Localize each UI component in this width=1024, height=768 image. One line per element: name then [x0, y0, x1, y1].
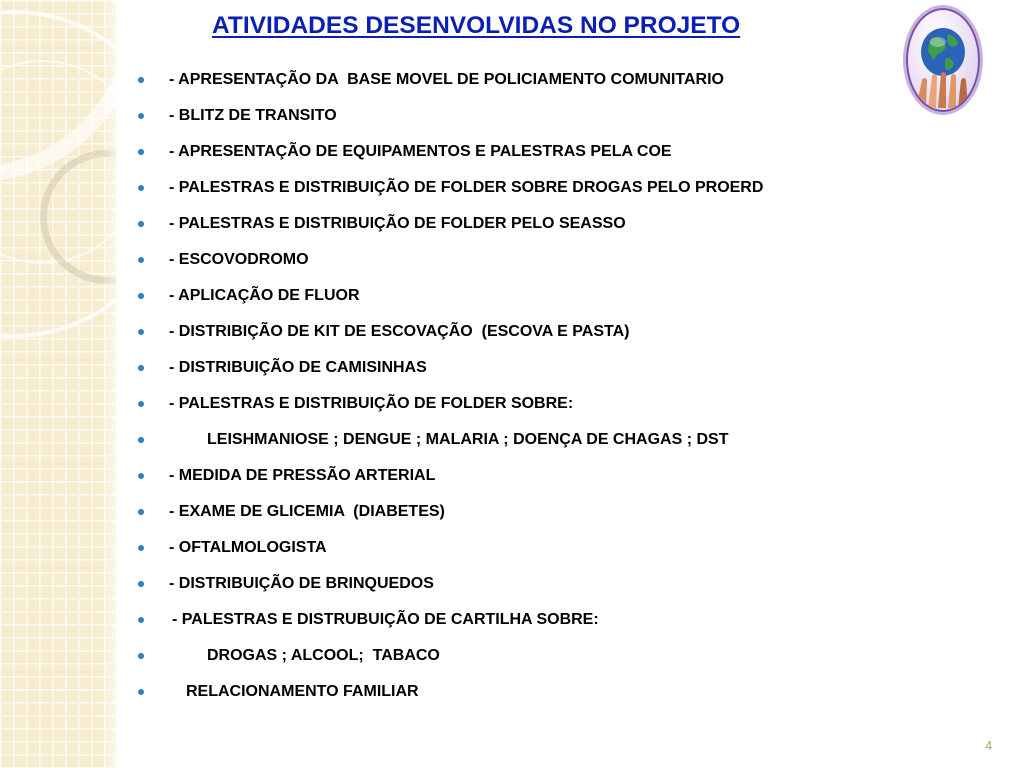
- list-item: - BLITZ DE TRANSITO: [138, 98, 998, 134]
- activity-list: [138, 62, 998, 710]
- bullet-icon: [138, 545, 144, 551]
- bullet-icon: [138, 329, 144, 335]
- list-item: LEISHMANIOSE ; DENGUE ; MALARIA ; DOENÇA DE CHAGAS ; DST: [138, 422, 998, 458]
- bullet-icon: [138, 401, 144, 407]
- bullet-icon: [138, 689, 144, 695]
- bullet-icon: [138, 365, 144, 371]
- list-item: - DISTRIBUIÇÃO DE BRINQUEDOS: [138, 566, 998, 602]
- bullet-icon: [138, 77, 144, 83]
- list-item: - OFTALMOLOGISTA: [138, 530, 998, 566]
- list-item: - MEDIDA DE PRESSÃO ARTERIAL: [138, 458, 998, 494]
- list-item: - PALESTRAS E DISTRUBUIÇÃO DE CARTILHA SOBRE:: [138, 602, 998, 638]
- list-item: - ESCOVODROMO: [138, 242, 998, 278]
- bullet-icon: [138, 617, 144, 623]
- bullet-icon: [138, 473, 144, 479]
- bullet-icon: [138, 113, 144, 119]
- bullet-icon: [138, 185, 144, 191]
- list-item: - PALESTRAS E DISTRIBUIÇÃO DE FOLDER SOBRE DROGAS PELO PROERD: [138, 170, 998, 206]
- list-item: - APLICAÇÃO DE FLUOR: [138, 278, 998, 314]
- list-item: DROGAS ; ALCOOL; TABACO: [138, 638, 998, 674]
- list-item: - APRESENTAÇÃO DE EQUIPAMENTOS E PALESTRAS PELA COE: [138, 134, 998, 170]
- list-item: - DISTRIBIÇÃO DE KIT DE ESCOVAÇÃO (ESCOVA E PASTA): [138, 314, 998, 350]
- bullet-icon: [138, 257, 144, 263]
- page-number: 4: [985, 738, 993, 753]
- list-item: - PALESTRAS E DISTRIBUIÇÃO DE FOLDER PELO SEASSO: [138, 206, 998, 242]
- bullet-icon: [138, 221, 144, 227]
- bullet-icon: [138, 509, 144, 515]
- list-item: - APRESENTAÇÃO DA BASE MOVEL DE POLICIAMENTO COMUNITARIO: [138, 62, 998, 98]
- bullet-icon: [138, 581, 144, 587]
- slide-title: ATIVIDADES DESENVOLVIDAS NO PROJETO: [212, 12, 741, 39]
- list-item: - PALESTRAS E DISTRIBUIÇÃO DE FOLDER SOBRE:: [138, 386, 998, 422]
- list-item: - EXAME DE GLICEMIA (DIABETES): [138, 494, 998, 530]
- list-item: RELACIONAMENTO FAMILIAR: [138, 674, 998, 710]
- bullet-icon: [138, 653, 144, 659]
- bullet-icon: [138, 293, 144, 299]
- bullet-icon: [138, 149, 144, 155]
- decorative-side-panel: [0, 0, 116, 768]
- bullet-icon: [138, 437, 144, 443]
- list-item: - DISTRIBUIÇÃO DE CAMISINHAS: [138, 350, 998, 386]
